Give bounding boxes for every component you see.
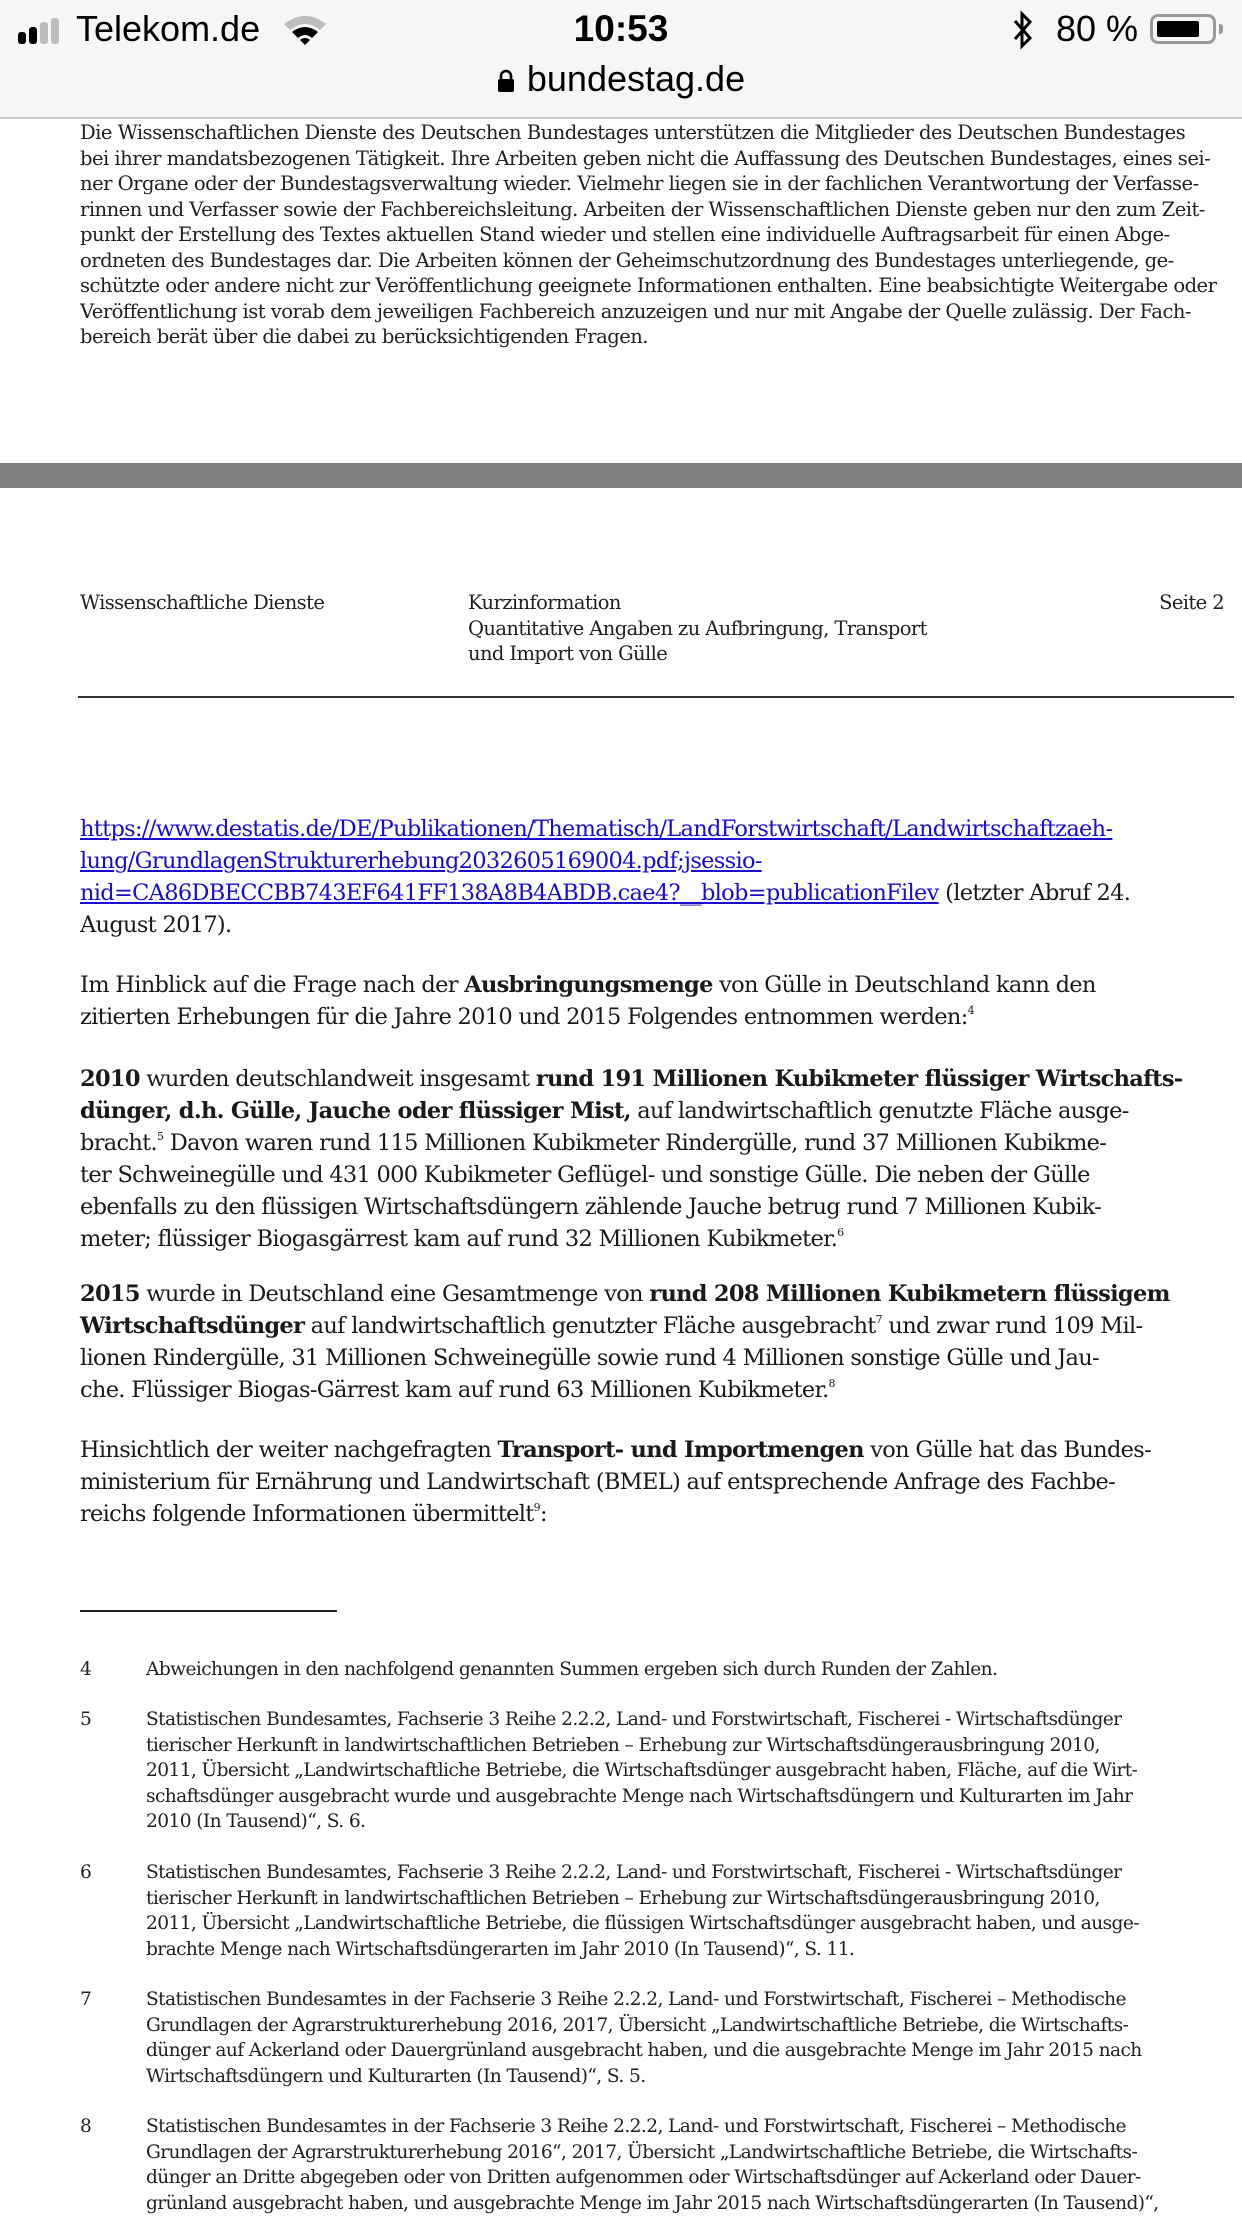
footnote-ref[interactable]: 7 <box>876 1313 882 1326</box>
text-run: che. Flüssiger Biogas-Gärrest kam auf rund 63 Millionen Kubikmeter. <box>80 1377 829 1403</box>
bold-term: Wirtschaftsdünger <box>80 1313 304 1339</box>
source-link[interactable]: https://www.destatis.de/DE/Publikationen/Thematisch/LandForstwirtschaft/Landwirtschaftzaeh- <box>80 816 1112 842</box>
bold-term: dünger, d.h. Gülle, Jauche oder flüssiger Mist, <box>80 1098 631 1124</box>
bold-term: Transport- und Importmengen <box>498 1437 864 1463</box>
text-run: von Gülle in Deutschland kann den <box>713 972 1096 998</box>
bold-term: rund 208 Millionen Kubikmetern flüssigem <box>649 1281 1169 1307</box>
address-bar[interactable] <box>0 58 1242 108</box>
bold-term: rund 191 Millionen Kubikmeter flüssiger Wirtschafts- <box>536 1066 1183 1092</box>
footnote-line: Grundlagen der Agrarstrukturerhebung 2016“, 2017, Übersicht „Landwirtschaftliche Betriebe, die Wirtschafts- <box>146 2140 1159 2166</box>
footnote-line: dünger auf Ackerland oder Dauergrünland ausgebracht haben, und die ausgebrachte Menge im Jahr 2015 nach <box>146 2038 1142 2064</box>
footnote-line: 2010 (In Tausend)“, S. 6. <box>146 1809 1137 1835</box>
text-run: zitierten Erhebungen für die Jahre 2010 und 2015 Folgendes entnommen werden: <box>80 1004 968 1030</box>
footnote-line: 2011, Übersicht „Landwirtschaftliche Betriebe, die Wirtschaftsdünger ausgebracht haben, Fläche, auf die Wirt- <box>146 1758 1137 1784</box>
footnote-line: Abweichungen in den nachfolgend genannten Summen ergeben sich durch Runden der Zahlen. <box>146 1657 997 1683</box>
footnote-ref[interactable]: 8 <box>829 1377 835 1390</box>
header-title-line: Kurzinformation <box>468 590 927 616</box>
footnote-line: Statistischen Bundesamtes, Fachserie 3 Reihe 2.2.2, Land- und Forstwirtschaft, Fischerei - Wirtschaftsdünger <box>146 1860 1139 1886</box>
text-run: wurde in Deutschland eine Gesamtmenge von <box>140 1281 649 1307</box>
disclaimer-line: punkt der Erstellung des Textes aktuellen Stand wieder und stellen eine individuelle Auftragsarbeit für einen Abge- <box>80 222 1230 248</box>
footnote-line: Grundlagen der Agrarstrukturerhebung 2016, 2017, Übersicht „Landwirtschaftliche Betriebe, die Wirtschafts- <box>146 2013 1142 2039</box>
text-run: : <box>540 1501 547 1527</box>
text-line: lionen Rindergülle, 31 Millionen Schweinegülle sowie rund 4 Millionen sonstige Gülle und Jau- <box>80 1342 1240 1374</box>
paragraph-2010 <box>80 1063 1240 1255</box>
bluetooth-icon <box>1010 10 1036 50</box>
battery-tip <box>1219 24 1223 34</box>
footnote-line: Wirtschaftsdüngern und Kulturarten (In Tausend)“, S. 5. <box>146 2064 1142 2090</box>
footnote-ref[interactable]: 9 <box>534 1501 540 1514</box>
text-line: ebenfalls zu den flüssigen Wirtschaftsdüngern zählende Jauche betrug rund 7 Millionen Kubik- <box>80 1191 1240 1223</box>
paragraph-transport <box>80 1434 1240 1530</box>
paragraph-intro <box>80 969 1240 1033</box>
footnote-text <box>146 2114 1159 2216</box>
footnote-ref[interactable]: 4 <box>968 1004 974 1017</box>
source-link[interactable]: lung/GrundlagenStrukturerhebung2032605169004.pdf;jsessio- <box>80 848 762 874</box>
footnote-text <box>146 1987 1142 2089</box>
disclaimer-line: Veröffentlichung ist vorab dem jeweiligen Fachbereich anzuzeigen und nur mit Angabe der Quelle zulässig. Der Fach- <box>80 299 1230 325</box>
url-text[interactable]: bundestag.de <box>527 58 745 100</box>
disclaimer-line: rinnen und Verfasser sowie der Fachbereichsleitung. Arbeiten der Wissenschaftlichen Dienste geben nur den zum Zeit- <box>80 197 1230 223</box>
text-run: von Gülle hat das Bundes- <box>864 1437 1151 1463</box>
footnote-line: Statistischen Bundesamtes, Fachserie 3 Reihe 2.2.2, Land- und Forstwirtschaft, Fischerei - Wirtschaftsdünger <box>146 1707 1137 1733</box>
footnote-line: grünland ausgebracht haben, und ausgebrachte Menge im Jahr 2015 nach Wirtschaftsdüngerarten (In Tausend)“, <box>146 2191 1159 2216</box>
page-number: Seite 2 <box>1159 590 1224 616</box>
bold-term: 2010 <box>80 1066 140 1092</box>
header-divider <box>78 696 1234 698</box>
footnote-number: 5 <box>80 1707 91 1733</box>
text-run: reichs folgende Informationen übermittelt <box>80 1501 534 1527</box>
text-line: ter Schweinegülle und 431 000 Kubikmeter Geflügel- und sonstige Gülle. Die neben der Gülle <box>80 1159 1240 1191</box>
disclaimer-line: Die Wissenschaftlichen Dienste des Deutschen Bundestages unterstützen die Mitglieder des Deutschen Bundestages <box>80 120 1230 146</box>
text-run: wurden deutschlandweit insgesamt <box>140 1066 536 1092</box>
footnote-text <box>146 1707 1137 1835</box>
text-run: auf landwirtschaftlich genutzter Fläche ausgebracht <box>304 1313 875 1339</box>
access-date-text: August 2017). <box>80 909 1240 941</box>
bold-term: Ausbringungsmenge <box>464 972 712 998</box>
footnote-ref[interactable]: 6 <box>837 1226 843 1239</box>
footnote-text <box>146 1860 1139 1962</box>
text-run: auf landwirtschaftlich genutzte Fläche ausge- <box>631 1098 1129 1124</box>
text-line: ministerium für Ernährung und Landwirtschaft (BMEL) auf entsprechende Anfrage des Fachbe- <box>80 1466 1240 1498</box>
footnote-line: tierischer Herkunft in landwirtschaftlichen Betrieben – Erhebung zur Wirtschaftsdüngerausbringung 2010, <box>146 1886 1139 1912</box>
access-date-text: (letzter Abruf 24. <box>939 880 1130 906</box>
browser-chrome <box>0 0 1242 119</box>
text-run: Im Hinblick auf die Frage nach der <box>80 972 464 998</box>
battery-percentage: 80 % <box>1056 8 1138 50</box>
source-link[interactable]: nid=CA86DBECCBB743EF641FF138A8B4ABDB.cae4?__blob=publicationFilev <box>80 880 939 906</box>
paragraph-2015 <box>80 1278 1240 1406</box>
disclaimer-line: ner Organe oder der Bundestagsverwaltung wieder. Vielmehr liegen sie in der fachlichen Verantwortung der Verfasse- <box>80 171 1230 197</box>
status-bar <box>0 0 1242 60</box>
footnote-line: schaftsdünger ausgebracht wurde und ausgebrachte Menge nach Wirtschaftsdüngern und Kulturarten im Jahr <box>146 1784 1137 1810</box>
footnote-number: 4 <box>80 1657 91 1683</box>
footnote-line: 2011, Übersicht „Landwirtschaftliche Betriebe, die flüssigen Wirtschaftsdünger ausgebracht haben, und ausge- <box>146 1911 1139 1937</box>
battery-level <box>1157 21 1199 37</box>
footnote-line: tierischer Herkunft in landwirtschaftlichen Betrieben – Erhebung zur Wirtschaftsdüngerausbringung 2010, <box>146 1733 1137 1759</box>
disclaimer-text <box>80 120 1230 350</box>
disclaimer-line: ordneten des Bundestages dar. Die Arbeiten können der Geheimschutzordnung des Bundestages unterliegende, ge- <box>80 248 1230 274</box>
disclaimer-line: schützte oder andere nicht zur Veröffentlichung geeignete Informationen enthalten. Eine beabsichtigte Weitergabe oder <box>80 273 1230 299</box>
disclaimer-line: bei ihrer mandatsbezogenen Tätigkeit. Ihre Arbeiten geben nicht die Auffassung des Deutschen Bundestages, eines sei- <box>80 146 1230 172</box>
header-title <box>468 590 927 667</box>
footnote-number: 8 <box>80 2114 91 2140</box>
footnote-divider <box>80 1610 337 1612</box>
header-title-line: und Import von Gülle <box>468 641 927 667</box>
battery-icon <box>1150 14 1216 44</box>
header-department: Wissenschaftliche Dienste <box>80 590 324 616</box>
footnote-line: Statistischen Bundesamtes in der Fachserie 3 Reihe 2.2.2, Land- und Forstwirtschaft, Fischerei – Methodische <box>146 1987 1142 2013</box>
footnote-ref[interactable]: 5 <box>157 1130 163 1143</box>
footnote-text <box>146 1657 997 1683</box>
bold-term: 2015 <box>80 1281 140 1307</box>
clock: 10:53 <box>0 8 1242 50</box>
footnote-line: brachte Menge nach Wirtschaftsdüngerarten im Jahr 2010 (In Tausend)“, S. 11. <box>146 1937 1139 1963</box>
disclaimer-line: bereich berät über die dabei zu berücksichtigenden Fragen. <box>80 324 1230 350</box>
text-run: bracht. <box>80 1130 157 1156</box>
text-run: und zwar rund 109 Mil- <box>882 1313 1142 1339</box>
footnote-number: 7 <box>80 1987 91 2013</box>
text-run: Hinsichtlich der weiter nachgefragten <box>80 1437 498 1463</box>
footnote-line: dünger an Dritte abgegeben oder von Dritten aufgenommen oder Wirtschaftsdünger auf Ackerland oder Dauer- <box>146 2165 1159 2191</box>
source-link-paragraph <box>80 813 1240 941</box>
carrier-name: Telekom.de <box>76 8 260 50</box>
text-run: Davon waren rund 115 Millionen Kubikmeter Rindergülle, rund 37 Millionen Kubikme- <box>163 1130 1106 1156</box>
footnote-line: Statistischen Bundesamtes in der Fachserie 3 Reihe 2.2.2, Land- und Forstwirtschaft, Fischerei – Methodische <box>146 2114 1159 2140</box>
lock-icon <box>497 69 515 93</box>
header-title-line: Quantitative Angaben zu Aufbringung, Transport <box>468 616 927 642</box>
text-run: meter; flüssiger Biogasgärrest kam auf rund 32 Millionen Kubikmeter. <box>80 1226 837 1252</box>
footnote-number: 6 <box>80 1860 91 1886</box>
page-separator <box>0 463 1242 488</box>
